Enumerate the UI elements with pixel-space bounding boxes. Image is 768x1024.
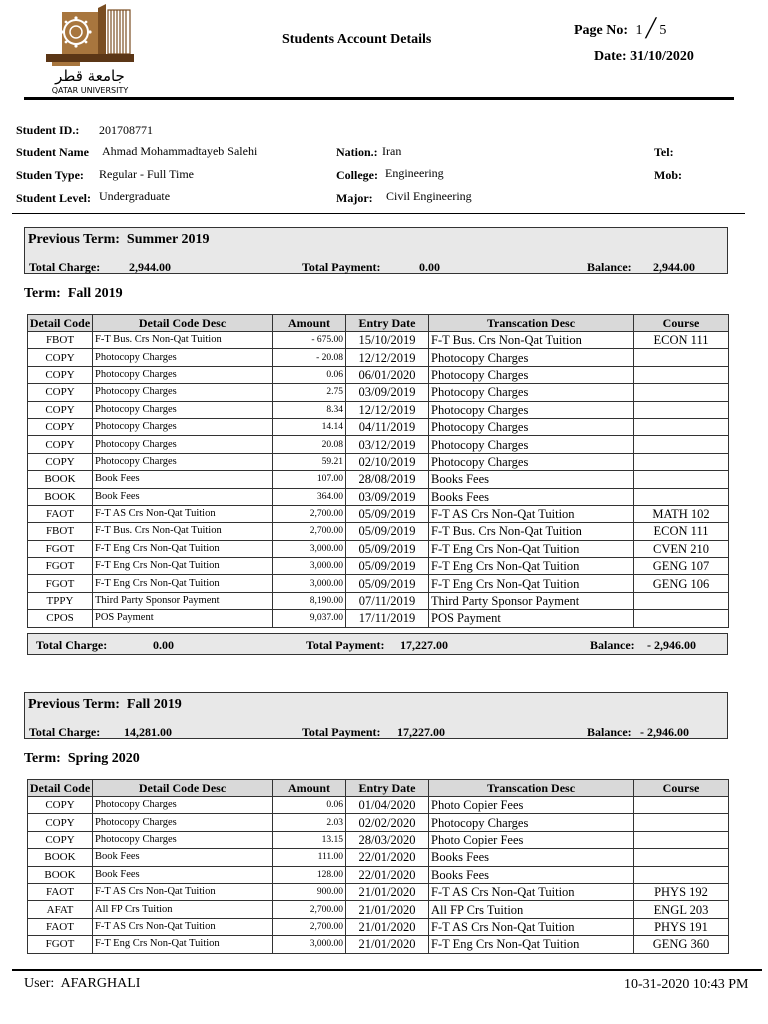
transaction-desc-cell: Books Fees <box>429 471 634 488</box>
table-row <box>28 849 729 866</box>
logo-arabic-text: جامعة قطر <box>55 67 125 85</box>
amount-cell: 14.14 <box>273 418 346 435</box>
prev-total-payment-value: 17,227.00 <box>397 725 445 739</box>
previous-term-box <box>24 692 728 739</box>
term-label: Term: <box>24 751 61 766</box>
detail-desc-cell: Book Fees <box>93 849 273 866</box>
amount-cell: 107.00 <box>273 471 346 488</box>
detail-desc-cell: Photocopy Charges <box>93 797 273 814</box>
college-label: College: <box>336 168 378 182</box>
course-cell: GENG 106 <box>634 575 729 592</box>
amount-cell: 0.06 <box>273 797 346 814</box>
table-row <box>28 384 729 401</box>
entry-date-cell: 05/09/2019 <box>346 523 429 540</box>
balance-value: - 2,946.00 <box>647 638 696 652</box>
entry-date-cell: 05/09/2019 <box>346 558 429 575</box>
term-label: Term: <box>24 286 61 301</box>
prev-balance-value: - 2,946.00 <box>640 725 689 739</box>
entry-date-cell: 21/01/2020 <box>346 918 429 935</box>
detail-desc-cell: Photocopy Charges <box>93 349 273 366</box>
table-row <box>28 401 729 418</box>
term-heading <box>24 751 140 767</box>
logo-english-text: QATAR UNIVERSITY <box>51 86 129 95</box>
transaction-desc-cell: Photocopy Charges <box>429 418 634 435</box>
previous-term-name: Summer 2019 <box>126 232 210 247</box>
detail-desc-cell: POS Payment <box>93 610 273 627</box>
entry-date-cell: 17/11/2019 <box>346 610 429 627</box>
table-header-row <box>28 315 729 332</box>
transaction-desc-cell: Books Fees <box>429 849 634 866</box>
col-detail-code: Detail Code <box>28 315 93 332</box>
amount-cell: 128.00 <box>273 866 346 883</box>
course-cell <box>634 384 729 401</box>
table-row <box>28 418 729 435</box>
transaction-desc-cell: Photocopy Charges <box>429 436 634 453</box>
entry-date-cell: 22/01/2020 <box>346 866 429 883</box>
student-id-value: 201708771 <box>99 123 153 137</box>
course-cell: CVEN 210 <box>634 540 729 557</box>
transaction-desc-cell: Books Fees <box>429 866 634 883</box>
detail-code-cell: BOOK <box>28 488 93 505</box>
previous-term-label <box>28 697 182 713</box>
detail-desc-cell: Book Fees <box>93 471 273 488</box>
amount-cell: - 675.00 <box>273 332 346 349</box>
table-row <box>28 453 729 470</box>
prev-total-charge-value: 14,281.00 <box>124 725 172 739</box>
amount-cell: 3,000.00 <box>273 558 346 575</box>
course-cell <box>634 436 729 453</box>
table-row <box>28 471 729 488</box>
table-row <box>28 505 729 522</box>
transaction-desc-cell: Third Party Sponsor Payment <box>429 592 634 609</box>
col-detail-desc: Detail Code Desc <box>93 780 273 797</box>
detail-code-cell: COPY <box>28 366 93 383</box>
user-value: AFARGHALI <box>60 976 141 991</box>
amount-cell: 8.34 <box>273 401 346 418</box>
course-cell <box>634 401 729 418</box>
detail-desc-cell: Photocopy Charges <box>93 814 273 831</box>
amount-cell: 20.08 <box>273 436 346 453</box>
amount-cell: 2,700.00 <box>273 505 346 522</box>
student-name-value: Ahmad Mohammadtayeb Salehi <box>102 144 258 158</box>
detail-desc-cell: F-T AS Crs Non-Qat Tuition <box>93 505 273 522</box>
detail-code-cell: FBOT <box>28 523 93 540</box>
detail-code-cell: FAOT <box>28 505 93 522</box>
entry-date-cell: 06/01/2020 <box>346 366 429 383</box>
nation-value: Iran <box>382 144 402 158</box>
detail-code-cell: COPY <box>28 349 93 366</box>
term-name: Spring 2020 <box>67 751 140 766</box>
term-heading <box>24 286 123 302</box>
detail-code-cell: AFAT <box>28 901 93 918</box>
col-course: Course <box>634 315 729 332</box>
course-cell <box>634 453 729 470</box>
page-slash: ╱ <box>645 18 657 38</box>
amount-cell: 3,000.00 <box>273 936 346 953</box>
detail-desc-cell: F-T Eng Crs Non-Qat Tuition <box>93 540 273 557</box>
transaction-desc-cell: POS Payment <box>429 610 634 627</box>
amount-cell: 2,700.00 <box>273 901 346 918</box>
total-charge-value: 0.00 <box>153 638 174 652</box>
detail-desc-cell: Photocopy Charges <box>93 384 273 401</box>
detail-code-cell: COPY <box>28 453 93 470</box>
course-cell: GENG 360 <box>634 936 729 953</box>
detail-desc-cell: Third Party Sponsor Payment <box>93 592 273 609</box>
detail-code-cell: FAOT <box>28 883 93 900</box>
transaction-desc-cell: Photocopy Charges <box>429 401 634 418</box>
transaction-desc-cell: F-T Bus. Crs Non-Qat Tuition <box>429 523 634 540</box>
transaction-desc-cell: F-T Eng Crs Non-Qat Tuition <box>429 575 634 592</box>
table-row <box>28 592 729 609</box>
total-payment-label: Total Payment: <box>306 638 385 652</box>
student-name-label: Student Name <box>16 145 90 159</box>
entry-date-cell: 02/02/2020 <box>346 814 429 831</box>
course-cell <box>634 610 729 627</box>
transaction-desc-cell: F-T Eng Crs Non-Qat Tuition <box>429 936 634 953</box>
amount-cell: 364.00 <box>273 488 346 505</box>
course-cell <box>634 471 729 488</box>
tel-label: Tel: <box>654 145 674 159</box>
prev-balance-value: 2,944.00 <box>653 260 695 274</box>
date-label: Date: <box>594 49 627 64</box>
detail-desc-cell: Photocopy Charges <box>93 453 273 470</box>
detail-desc-cell: F-T AS Crs Non-Qat Tuition <box>93 918 273 935</box>
amount-cell: 8,190.00 <box>273 592 346 609</box>
student-type-label: Studen Type: <box>16 168 84 182</box>
course-cell <box>634 592 729 609</box>
entry-date-cell: 12/12/2019 <box>346 349 429 366</box>
table-row <box>28 540 729 557</box>
table-header-row <box>28 780 729 797</box>
amount-cell: 2,700.00 <box>273 523 346 540</box>
transaction-desc-cell: F-T Bus. Crs Non-Qat Tuition <box>429 332 634 349</box>
detail-code-cell: BOOK <box>28 471 93 488</box>
header-divider <box>24 97 734 100</box>
prev-total-payment-label: Total Payment: <box>302 260 381 274</box>
detail-code-cell: COPY <box>28 384 93 401</box>
table-row <box>28 918 729 935</box>
detail-code-cell: COPY <box>28 436 93 453</box>
prev-balance-label: Balance: <box>587 725 632 739</box>
table-row <box>28 523 729 540</box>
course-cell <box>634 366 729 383</box>
course-cell <box>634 849 729 866</box>
report-date <box>594 49 694 65</box>
transaction-desc-cell: F-T Eng Crs Non-Qat Tuition <box>429 540 634 557</box>
footer-timestamp: 10-31-2020 10:43 PM <box>624 977 749 992</box>
detail-desc-cell: Photocopy Charges <box>93 436 273 453</box>
previous-term-box <box>24 227 728 274</box>
detail-desc-cell: F-T Bus. Crs Non-Qat Tuition <box>93 523 273 540</box>
course-cell: GENG 107 <box>634 558 729 575</box>
term-name: Fall 2019 <box>67 286 123 301</box>
entry-date-cell: 05/09/2019 <box>346 575 429 592</box>
col-entry-date: Entry Date <box>346 315 429 332</box>
transaction-desc-cell: Photocopy Charges <box>429 349 634 366</box>
detail-desc-cell: Photocopy Charges <box>93 831 273 848</box>
transactions-table <box>27 779 729 954</box>
transaction-desc-cell: Photocopy Charges <box>429 814 634 831</box>
detail-desc-cell: All FP Crs Tuition <box>93 901 273 918</box>
course-cell <box>634 814 729 831</box>
previous-term-prefix: Previous Term: <box>28 697 120 712</box>
course-cell: MATH 102 <box>634 505 729 522</box>
info-divider <box>12 213 745 214</box>
entry-date-cell: 21/01/2020 <box>346 936 429 953</box>
transaction-desc-cell: All FP Crs Tuition <box>429 901 634 918</box>
date-value: 31/10/2020 <box>630 49 694 64</box>
table-row <box>28 831 729 848</box>
amount-cell: 2.03 <box>273 814 346 831</box>
transaction-desc-cell: Books Fees <box>429 488 634 505</box>
page-current: 1 <box>635 23 643 38</box>
course-cell <box>634 488 729 505</box>
previous-term-label <box>28 232 209 248</box>
amount-cell: 3,000.00 <box>273 540 346 557</box>
entry-date-cell: 03/12/2019 <box>346 436 429 453</box>
amount-cell: 900.00 <box>273 883 346 900</box>
amount-cell: 9,037.00 <box>273 610 346 627</box>
entry-date-cell: 21/01/2020 <box>346 883 429 900</box>
detail-desc-cell: Photocopy Charges <box>93 401 273 418</box>
detail-code-cell: COPY <box>28 797 93 814</box>
college-value: Engineering <box>385 166 444 180</box>
page-number <box>574 18 666 39</box>
col-amount: Amount <box>273 315 346 332</box>
university-logo <box>40 4 140 96</box>
entry-date-cell: 28/08/2019 <box>346 471 429 488</box>
nation-label: Nation.: <box>336 145 378 159</box>
detail-desc-cell: Book Fees <box>93 488 273 505</box>
total-payment-value: 17,227.00 <box>400 638 448 652</box>
entry-date-cell: 28/03/2020 <box>346 831 429 848</box>
entry-date-cell: 04/11/2019 <box>346 418 429 435</box>
entry-date-cell: 05/09/2019 <box>346 505 429 522</box>
col-transaction-desc: Transcation Desc <box>429 780 634 797</box>
course-cell: ECON 111 <box>634 523 729 540</box>
prev-total-charge-label: Total Charge: <box>29 260 101 274</box>
entry-date-cell: 12/12/2019 <box>346 401 429 418</box>
transactions-table <box>27 314 729 628</box>
col-course: Course <box>634 780 729 797</box>
col-transaction-desc: Transcation Desc <box>429 315 634 332</box>
detail-code-cell: BOOK <box>28 849 93 866</box>
table-row <box>28 883 729 900</box>
entry-date-cell: 01/04/2020 <box>346 797 429 814</box>
col-amount: Amount <box>273 780 346 797</box>
student-level-value: Undergraduate <box>99 189 171 203</box>
table-row <box>28 901 729 918</box>
prev-total-payment-label: Total Payment: <box>302 725 381 739</box>
detail-code-cell: TPPY <box>28 592 93 609</box>
amount-cell: 0.06 <box>273 366 346 383</box>
detail-code-cell: FAOT <box>28 918 93 935</box>
course-cell: PHYS 192 <box>634 883 729 900</box>
table-row <box>28 488 729 505</box>
table-row <box>28 366 729 383</box>
detail-code-cell: COPY <box>28 831 93 848</box>
entry-date-cell: 05/09/2019 <box>346 540 429 557</box>
mob-label: Mob: <box>654 168 682 182</box>
course-cell <box>634 349 729 366</box>
detail-desc-cell: F-T Eng Crs Non-Qat Tuition <box>93 936 273 953</box>
page-number-label: Page No: <box>574 23 629 38</box>
user-label: User: <box>24 976 55 991</box>
table-row <box>28 797 729 814</box>
entry-date-cell: 03/09/2019 <box>346 384 429 401</box>
transaction-desc-cell: F-T AS Crs Non-Qat Tuition <box>429 505 634 522</box>
course-cell <box>634 418 729 435</box>
footer-divider <box>12 969 762 971</box>
term-totals-box <box>27 633 728 655</box>
entry-date-cell: 07/11/2019 <box>346 592 429 609</box>
table-body <box>28 332 729 628</box>
page-title: Students Account Details <box>282 32 432 47</box>
detail-code-cell: FGOT <box>28 540 93 557</box>
prev-total-charge-label: Total Charge: <box>29 725 101 739</box>
previous-term-prefix: Previous Term: <box>28 232 120 247</box>
amount-cell: 111.00 <box>273 849 346 866</box>
detail-code-cell: FGOT <box>28 936 93 953</box>
entry-date-cell: 15/10/2019 <box>346 332 429 349</box>
entry-date-cell: 22/01/2020 <box>346 849 429 866</box>
detail-code-cell: COPY <box>28 814 93 831</box>
transaction-desc-cell: Photocopy Charges <box>429 366 634 383</box>
major-label: Major: <box>336 191 373 205</box>
table-row <box>28 610 729 627</box>
previous-term-name: Fall 2019 <box>126 697 182 712</box>
table-row <box>28 866 729 883</box>
student-id-label: Student ID.: <box>16 123 80 137</box>
prev-balance-label: Balance: <box>587 260 632 274</box>
table-row <box>28 814 729 831</box>
detail-code-cell: FBOT <box>28 332 93 349</box>
amount-cell: - 20.08 <box>273 349 346 366</box>
prev-total-charge-value: 2,944.00 <box>129 260 171 274</box>
entry-date-cell: 03/09/2019 <box>346 488 429 505</box>
amount-cell: 13.15 <box>273 831 346 848</box>
detail-desc-cell: F-T Eng Crs Non-Qat Tuition <box>93 558 273 575</box>
detail-desc-cell: F-T Eng Crs Non-Qat Tuition <box>93 575 273 592</box>
detail-code-cell: COPY <box>28 401 93 418</box>
detail-desc-cell: F-T Bus. Crs Non-Qat Tuition <box>93 332 273 349</box>
col-entry-date: Entry Date <box>346 780 429 797</box>
prev-total-payment-value: 0.00 <box>419 260 440 274</box>
detail-code-cell: COPY <box>28 418 93 435</box>
detail-desc-cell: Book Fees <box>93 866 273 883</box>
table-row <box>28 332 729 349</box>
table-row <box>28 436 729 453</box>
transaction-desc-cell: F-T AS Crs Non-Qat Tuition <box>429 883 634 900</box>
transaction-desc-cell: Photo Copier Fees <box>429 831 634 848</box>
student-level-label: Student Level: <box>16 191 91 205</box>
col-detail-code: Detail Code <box>28 780 93 797</box>
detail-desc-cell: Photocopy Charges <box>93 366 273 383</box>
table-row <box>28 936 729 953</box>
total-charge-label: Total Charge: <box>36 638 108 652</box>
major-value: Civil Engineering <box>386 189 472 203</box>
transaction-desc-cell: Photocopy Charges <box>429 453 634 470</box>
table-row <box>28 575 729 592</box>
transaction-desc-cell: F-T AS Crs Non-Qat Tuition <box>429 918 634 935</box>
detail-code-cell: FGOT <box>28 558 93 575</box>
detail-code-cell: CPOS <box>28 610 93 627</box>
transaction-desc-cell: Photo Copier Fees <box>429 797 634 814</box>
page-total: 5 <box>659 23 667 38</box>
table-body <box>28 797 729 954</box>
table-row <box>28 349 729 366</box>
table-row <box>28 558 729 575</box>
course-cell <box>634 797 729 814</box>
detail-desc-cell: Photocopy Charges <box>93 418 273 435</box>
transaction-desc-cell: Photocopy Charges <box>429 384 634 401</box>
amount-cell: 2.75 <box>273 384 346 401</box>
course-cell <box>634 866 729 883</box>
footer-user <box>24 976 140 992</box>
amount-cell: 3,000.00 <box>273 575 346 592</box>
course-cell: PHYS 191 <box>634 918 729 935</box>
detail-desc-cell: F-T AS Crs Non-Qat Tuition <box>93 883 273 900</box>
detail-code-cell: FGOT <box>28 575 93 592</box>
detail-code-cell: BOOK <box>28 866 93 883</box>
student-type-value: Regular - Full Time <box>99 167 195 181</box>
balance-label: Balance: <box>590 638 635 652</box>
amount-cell: 2,700.00 <box>273 918 346 935</box>
transaction-desc-cell: F-T Eng Crs Non-Qat Tuition <box>429 558 634 575</box>
course-cell: ENGL 203 <box>634 901 729 918</box>
entry-date-cell: 21/01/2020 <box>346 901 429 918</box>
course-cell <box>634 831 729 848</box>
amount-cell: 59.21 <box>273 453 346 470</box>
entry-date-cell: 02/10/2019 <box>346 453 429 470</box>
course-cell: ECON 111 <box>634 332 729 349</box>
col-detail-desc: Detail Code Desc <box>93 315 273 332</box>
